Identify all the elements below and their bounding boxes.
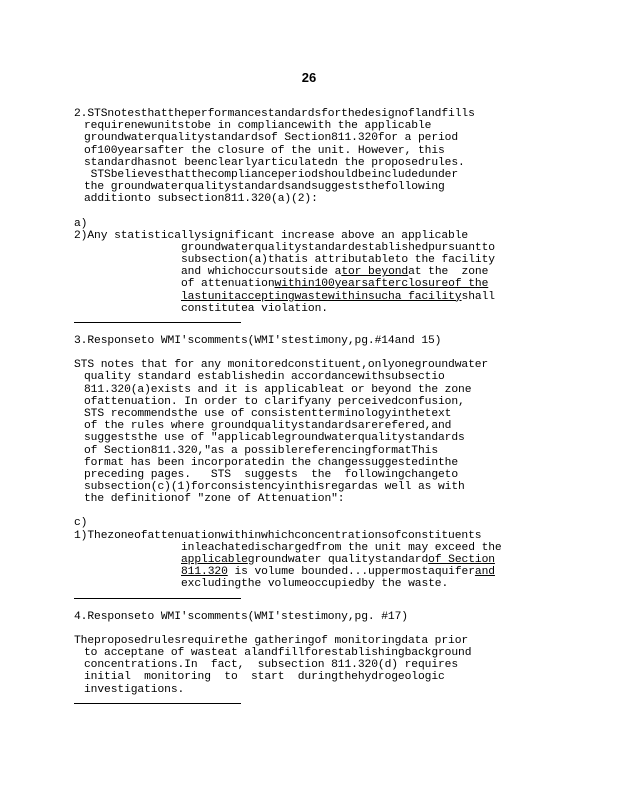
item-3-paragraph: [74, 359, 574, 505]
text-line: 2.STSnotesthattheperformancestandardsforthedesignoflandfills: [74, 108, 475, 120]
text-line: suggeststhe use of "applicablegroundwaterqualitystandards: [84, 432, 465, 445]
text-run: shall: [461, 290, 495, 303]
proposed-text-3: [74, 530, 574, 591]
text-line: quality standard establishedin accordancewithsubsectio: [84, 371, 445, 384]
inserted-text: and: [474, 566, 495, 579]
text-line: of Section811.320,"as a possiblereferencingformatThis: [84, 444, 438, 457]
text-line: the groundwaterqualitystandardsandsuggeststhefollowing: [84, 181, 445, 194]
text-line: [74, 266, 574, 278]
text-line: Theproposedrulesrequirethe gatheringof monitoringdata prior: [74, 634, 469, 647]
text-line: groundwaterqualitystandardestablishedpursuantto: [181, 241, 495, 254]
text-run: groundwater qualitystandard: [247, 554, 429, 566]
text-line: 2)Any statisticallysignificant increase above an applicable: [74, 229, 469, 242]
text-line: requirenewunitstobe in compliancewith the applicable: [84, 120, 432, 133]
text-line: investigations.: [84, 683, 185, 696]
text-run: is volume bounded...uppermostaquifer: [227, 566, 475, 579]
page-body: [74, 108, 574, 704]
text-line: [74, 554, 574, 566]
text-line: ofattenuation. In order to clarifyany perceivedconfusion,: [84, 395, 465, 408]
text-line: excludingthe volumeoccupiedby the waste.: [181, 578, 449, 591]
text-run: and whichoccursoutside a: [181, 266, 342, 279]
text-line: STS notes that for any monitoredconstituent,onlyonegroundwater: [74, 359, 489, 372]
inserted-text: tor beyond: [341, 266, 409, 279]
text-line: 1)Thezoneofattenuationwithinwhichconcentrationsofconstituents: [74, 529, 482, 542]
text-line: groundwaterqualitystandardsof Section811.320for a period: [84, 132, 459, 145]
text-line: [74, 291, 574, 303]
inserted-text: applicable: [181, 554, 248, 566]
item-4-heading: 4.Responseto WMI'scomments(WMI'stestimony,pg. #17): [74, 610, 408, 623]
text-line: 811.320(a)exists and it is applicableat or beyond the zone: [84, 383, 472, 396]
text-line: STSbelievesthatthecomplianceperiodshouldbeincludedunder: [84, 168, 459, 181]
text-run: of attenuation: [181, 278, 275, 291]
text-line: preceding pages. STS suggests the followingchangeto: [84, 468, 459, 481]
inserted-text: of Section: [428, 554, 495, 566]
text-line: additionto subsection811.320(a)(2):: [84, 193, 318, 206]
text-line: concentrations.In fact, subsection 811.320(d) requires: [84, 659, 459, 672]
text-line: to acceptane of wasteat alandfillforestablishingbackground: [84, 646, 472, 659]
clause-label-c: c): [74, 517, 88, 530]
text-line: initial monitoring to start duringthehydrogeologic: [84, 671, 445, 684]
item-2-paragraph: [74, 108, 574, 206]
item-4-paragraph: [74, 635, 574, 696]
text-line: [74, 566, 574, 578]
text-line: STS recommendsthe use of consistentterminologyinthetext: [84, 407, 452, 420]
text-line: format has been incorporatedin the changessuggestedinthe: [84, 456, 459, 469]
text-line: subsection(a)thatis attributableto the facility: [181, 254, 495, 267]
page-number: 26: [301, 70, 317, 85]
proposed-text-2: [74, 230, 574, 315]
text-line: of the rules where groundqualitystandardsarerefered,and: [84, 420, 452, 433]
inserted-text: within100yearsafterclosureof the: [274, 278, 489, 291]
inserted-text: 811.320: [181, 566, 228, 579]
text-line: standardhasnot beenclearlyarticulatedn the proposedrules.: [84, 156, 465, 169]
text-line: constitutea violation.: [181, 302, 328, 315]
section-divider: [74, 703, 241, 704]
text-line: inleachatedischargedfrom the unit may exceed the: [181, 541, 502, 554]
inserted-text: lastunitacceptingwastewithinsucha facility: [181, 290, 462, 303]
text-run: at the zone: [408, 266, 489, 279]
item-3-heading: 3.Responseto WMI'scomments(WMI'stestimony,pg.#14and 15): [74, 335, 442, 347]
text-line: of100yearsafter the closure of the unit. However, this: [84, 144, 445, 157]
text-line: subsection(c)(1)forconsistencyinthisregardas well as with: [84, 481, 465, 494]
clause-label-a: a): [74, 217, 88, 230]
text-line: the definitionof "zone of Attenuation":: [84, 493, 345, 506]
text-line: [74, 278, 574, 290]
